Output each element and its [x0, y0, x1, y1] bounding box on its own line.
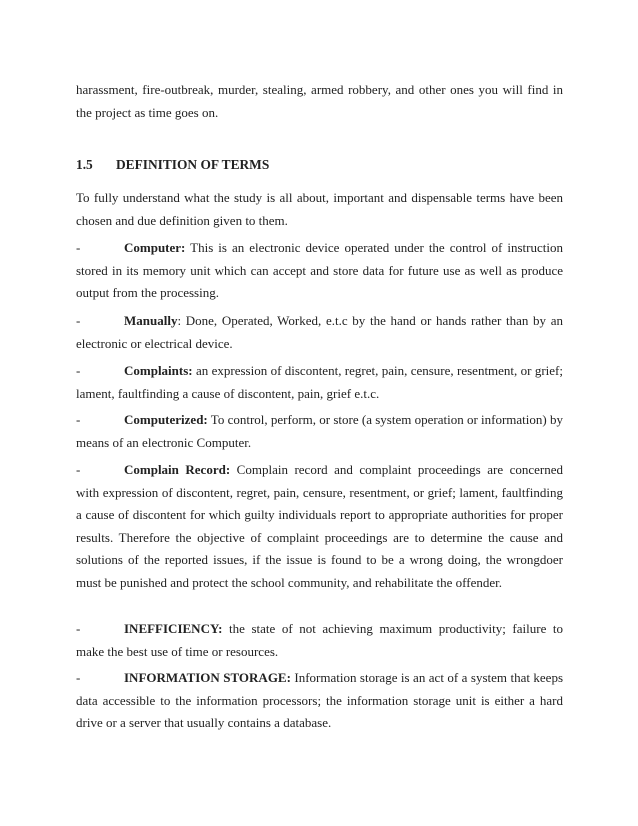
intro-paragraph: harassment, fire-outbreak, murder, stealing, armed robbery, and other ones you will find in the project as time goes on. — [76, 82, 563, 120]
definition-term: INEFFICIENCY: — [124, 621, 223, 636]
definition-text: To control, perform, or store (a system operation or information) by means of an electronic Computer. — [76, 412, 563, 450]
definition-inefficiency — [76, 618, 563, 663]
bullet-marker: - — [76, 240, 81, 255]
definition-term: Complain Record: — [124, 462, 231, 477]
definition-term: Computerized: — [124, 412, 208, 427]
section-heading — [76, 155, 269, 175]
definition-term: Manually — [124, 313, 178, 328]
definition-text: the state of not achieving maximum productivity; failure to make the best use of time or resources. — [76, 621, 563, 659]
definition-information-storage — [76, 667, 563, 735]
definition-complain-record — [76, 459, 563, 594]
definition-computerized — [76, 409, 563, 454]
definition-text: Complain record and complaint proceedings are concerned with expression of discontent, regret, pain, censure, resentment, or grief; lament, faultfinding a cause of discontent for which guilty individuals report to appropriate authorities for proper results. Therefore the objective of complaint proceedings are to determine the cause and solutions of the reported issues, if the issue is found to be a wrong doing, the wrongdoer must be punished and protect the school community, and rehabilitate the offender. — [76, 462, 563, 590]
definition-text: This is an electronic device operated under the control of instruction stored in its memory unit which can accept and store data for future use as well as produce output from the processing. — [76, 240, 563, 300]
definition-computer — [76, 237, 563, 305]
definition-manually — [76, 310, 563, 355]
bullet-marker: - — [76, 412, 81, 427]
definition-text: : Done, Operated, Worked, e.t.c by the hand or hands rather than by an electronic or electrical device. — [76, 313, 563, 351]
bullet-marker: - — [76, 363, 81, 378]
bullet-marker: - — [76, 670, 81, 685]
definition-term: Computer: — [124, 240, 186, 255]
definition-text: an expression of discontent, regret, pain, censure, resentment, or grief; lament, faultfinding a cause of discontent, pain, grief e.t.c. — [76, 363, 563, 401]
bullet-marker: - — [76, 621, 81, 636]
definition-term: Complaints: — [124, 363, 193, 378]
bullet-marker: - — [76, 462, 81, 477]
definition-text: Information storage is an act of a system that keeps data accessible to the information processors; the information storage unit is either a hard drive or a server that usually contains a database. — [76, 670, 563, 730]
definition-term: INFORMATION STORAGE: — [124, 670, 291, 685]
lead-paragraph: To fully understand what the study is all about, important and dispensable terms have been chosen and due definition given to them. — [76, 190, 563, 228]
section-title: DEFINITION OF TERMS — [116, 157, 270, 172]
section-number: 1.5 — [76, 157, 93, 172]
bullet-marker: - — [76, 313, 81, 328]
definition-complaints — [76, 360, 563, 405]
